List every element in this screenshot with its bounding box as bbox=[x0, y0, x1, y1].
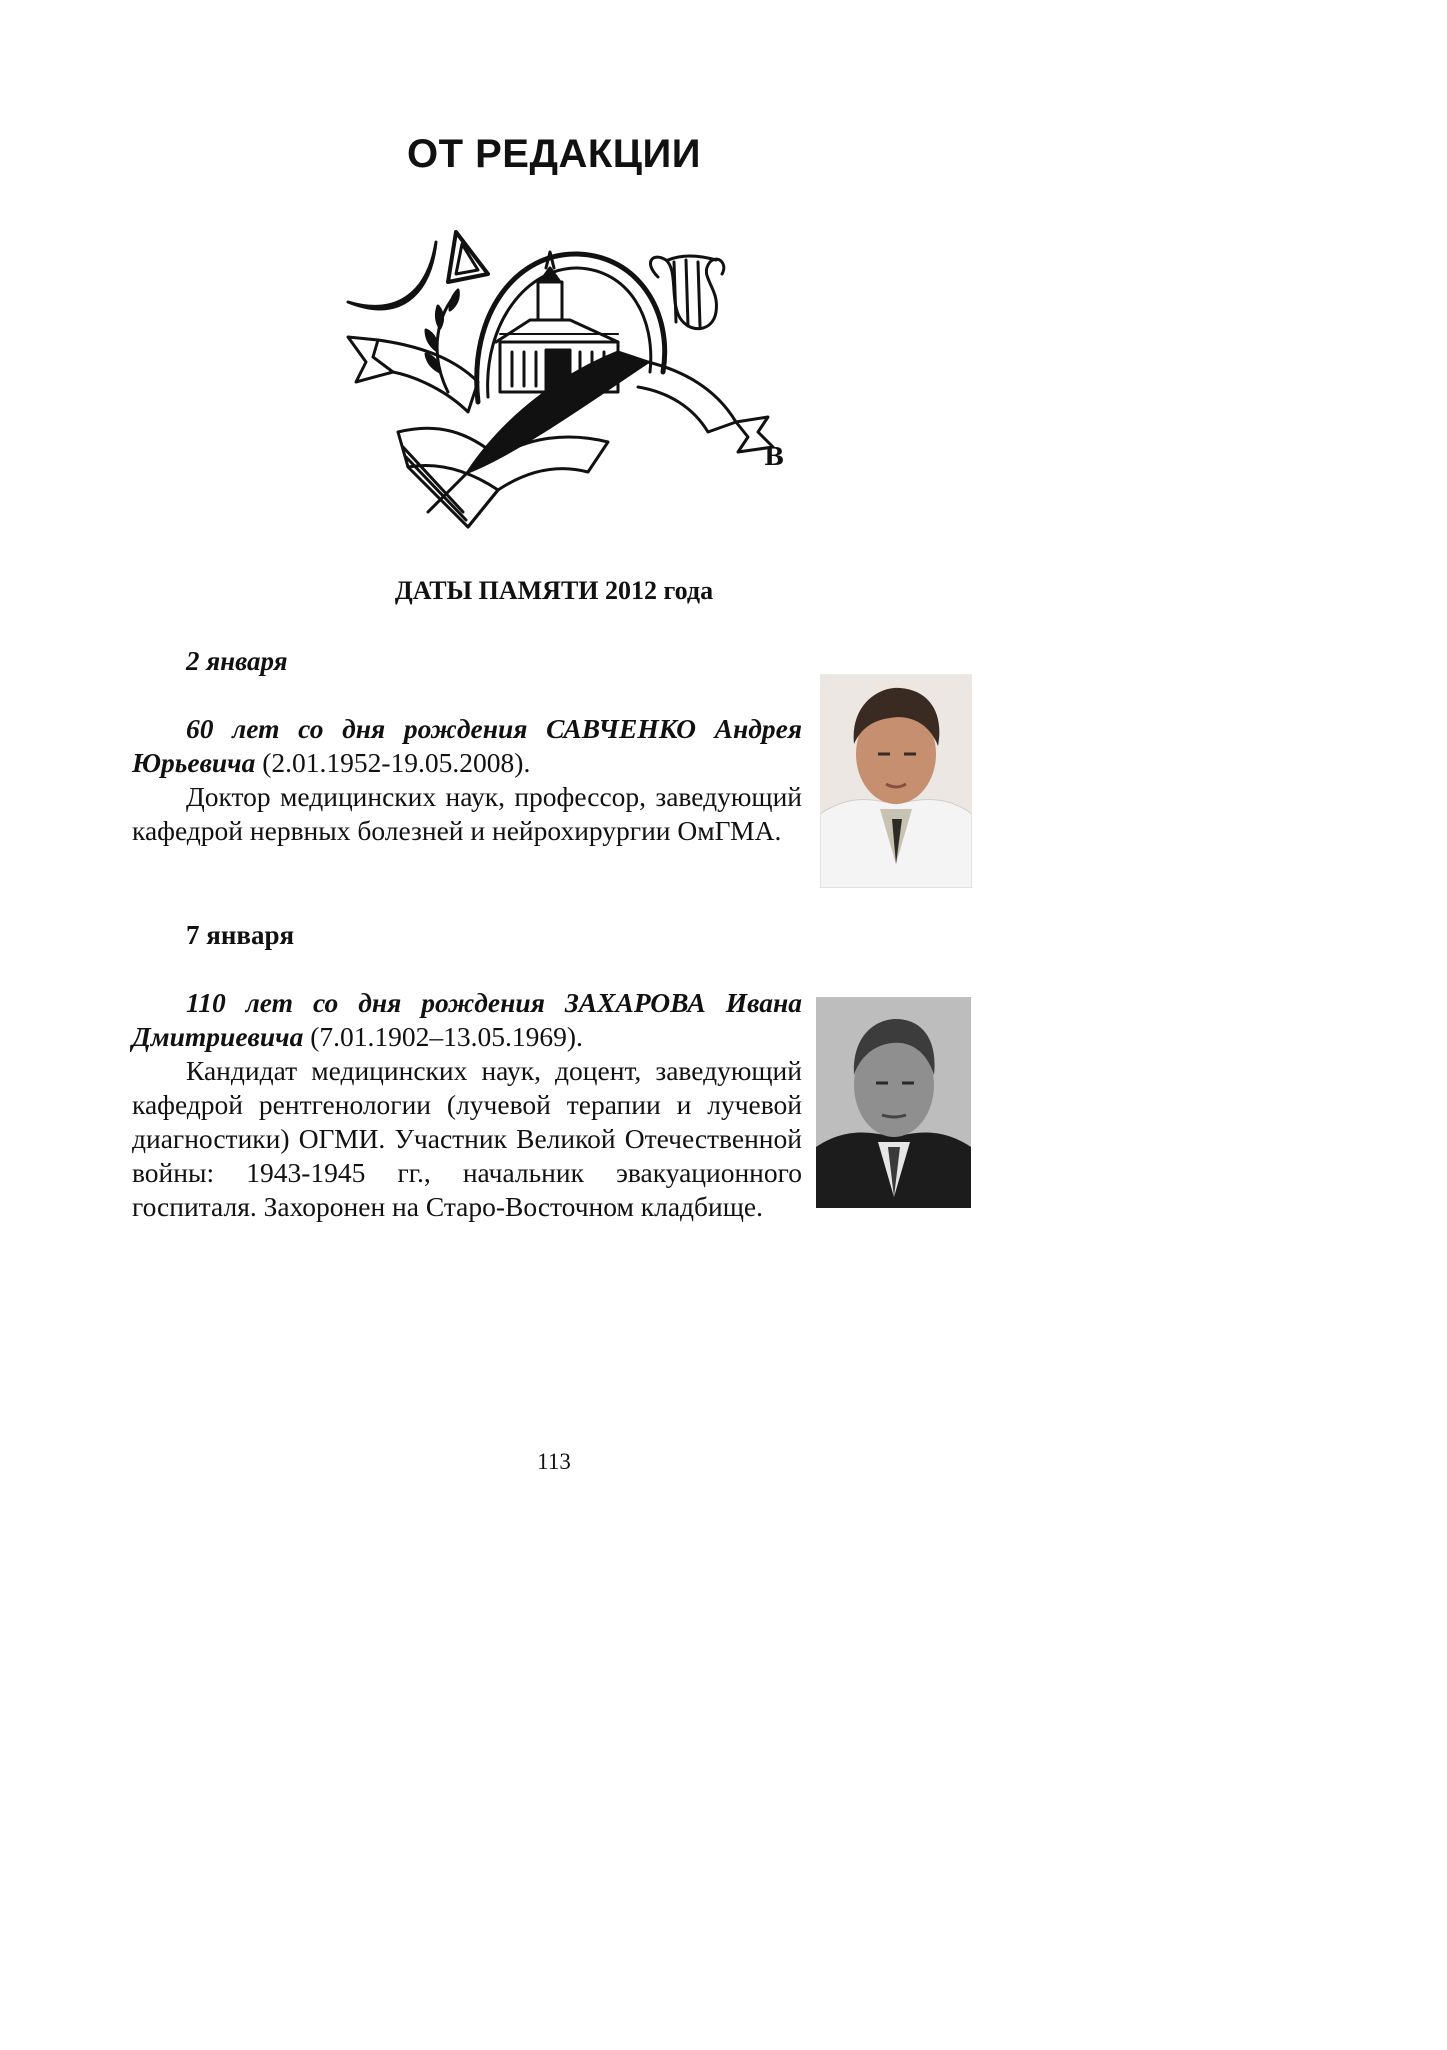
entry-date: 7 января bbox=[186, 920, 295, 950]
page-number: 113 bbox=[537, 1449, 571, 1474]
entry-heading-paragraph bbox=[132, 986, 802, 1054]
entry-life-dates: (7.01.1902–13.05.1969). bbox=[303, 1021, 583, 1052]
entry-description: Доктор медицинских наук, профессор, заведующий кафедрой нервных болезней и нейрохирургии ОмГМА. bbox=[132, 781, 802, 846]
entry-description: Кандидат медицинских наук, доцент, заведующий кафедрой рентгенологии (лучевой терапии и лучевой диагностики) ОГМИ. Участник Великой Отечественной войны: 1943-1945 гг., начальник эвакуационного госпиталя. Захоронен на Старо-Восточном кладбище. bbox=[132, 1055, 802, 1222]
page-title: ОТ РЕДАКЦИИ bbox=[406, 132, 702, 176]
entry-lead: 110 лет со дня рождения ЗАХАРОВА Ивана Дмитриевича bbox=[132, 987, 802, 1052]
section-title: ДАТЫ ПАМЯТИ 2012 года bbox=[394, 576, 714, 605]
entry-savchenko bbox=[132, 712, 802, 848]
entry-date: 2 января bbox=[186, 646, 288, 676]
entry-heading-paragraph bbox=[132, 712, 802, 780]
portrait-photo bbox=[816, 997, 971, 1208]
portrait-photo bbox=[820, 674, 972, 888]
emblem-illustration bbox=[318, 222, 790, 534]
entry-life-dates: (2.01.1952-19.05.2008). bbox=[255, 747, 531, 778]
emblem-signature: В bbox=[764, 442, 785, 471]
entry-zakharov bbox=[132, 986, 802, 1224]
entry-lead: 60 лет со дня рождения САВЧЕНКО Андрея Юрьевича bbox=[132, 713, 802, 778]
